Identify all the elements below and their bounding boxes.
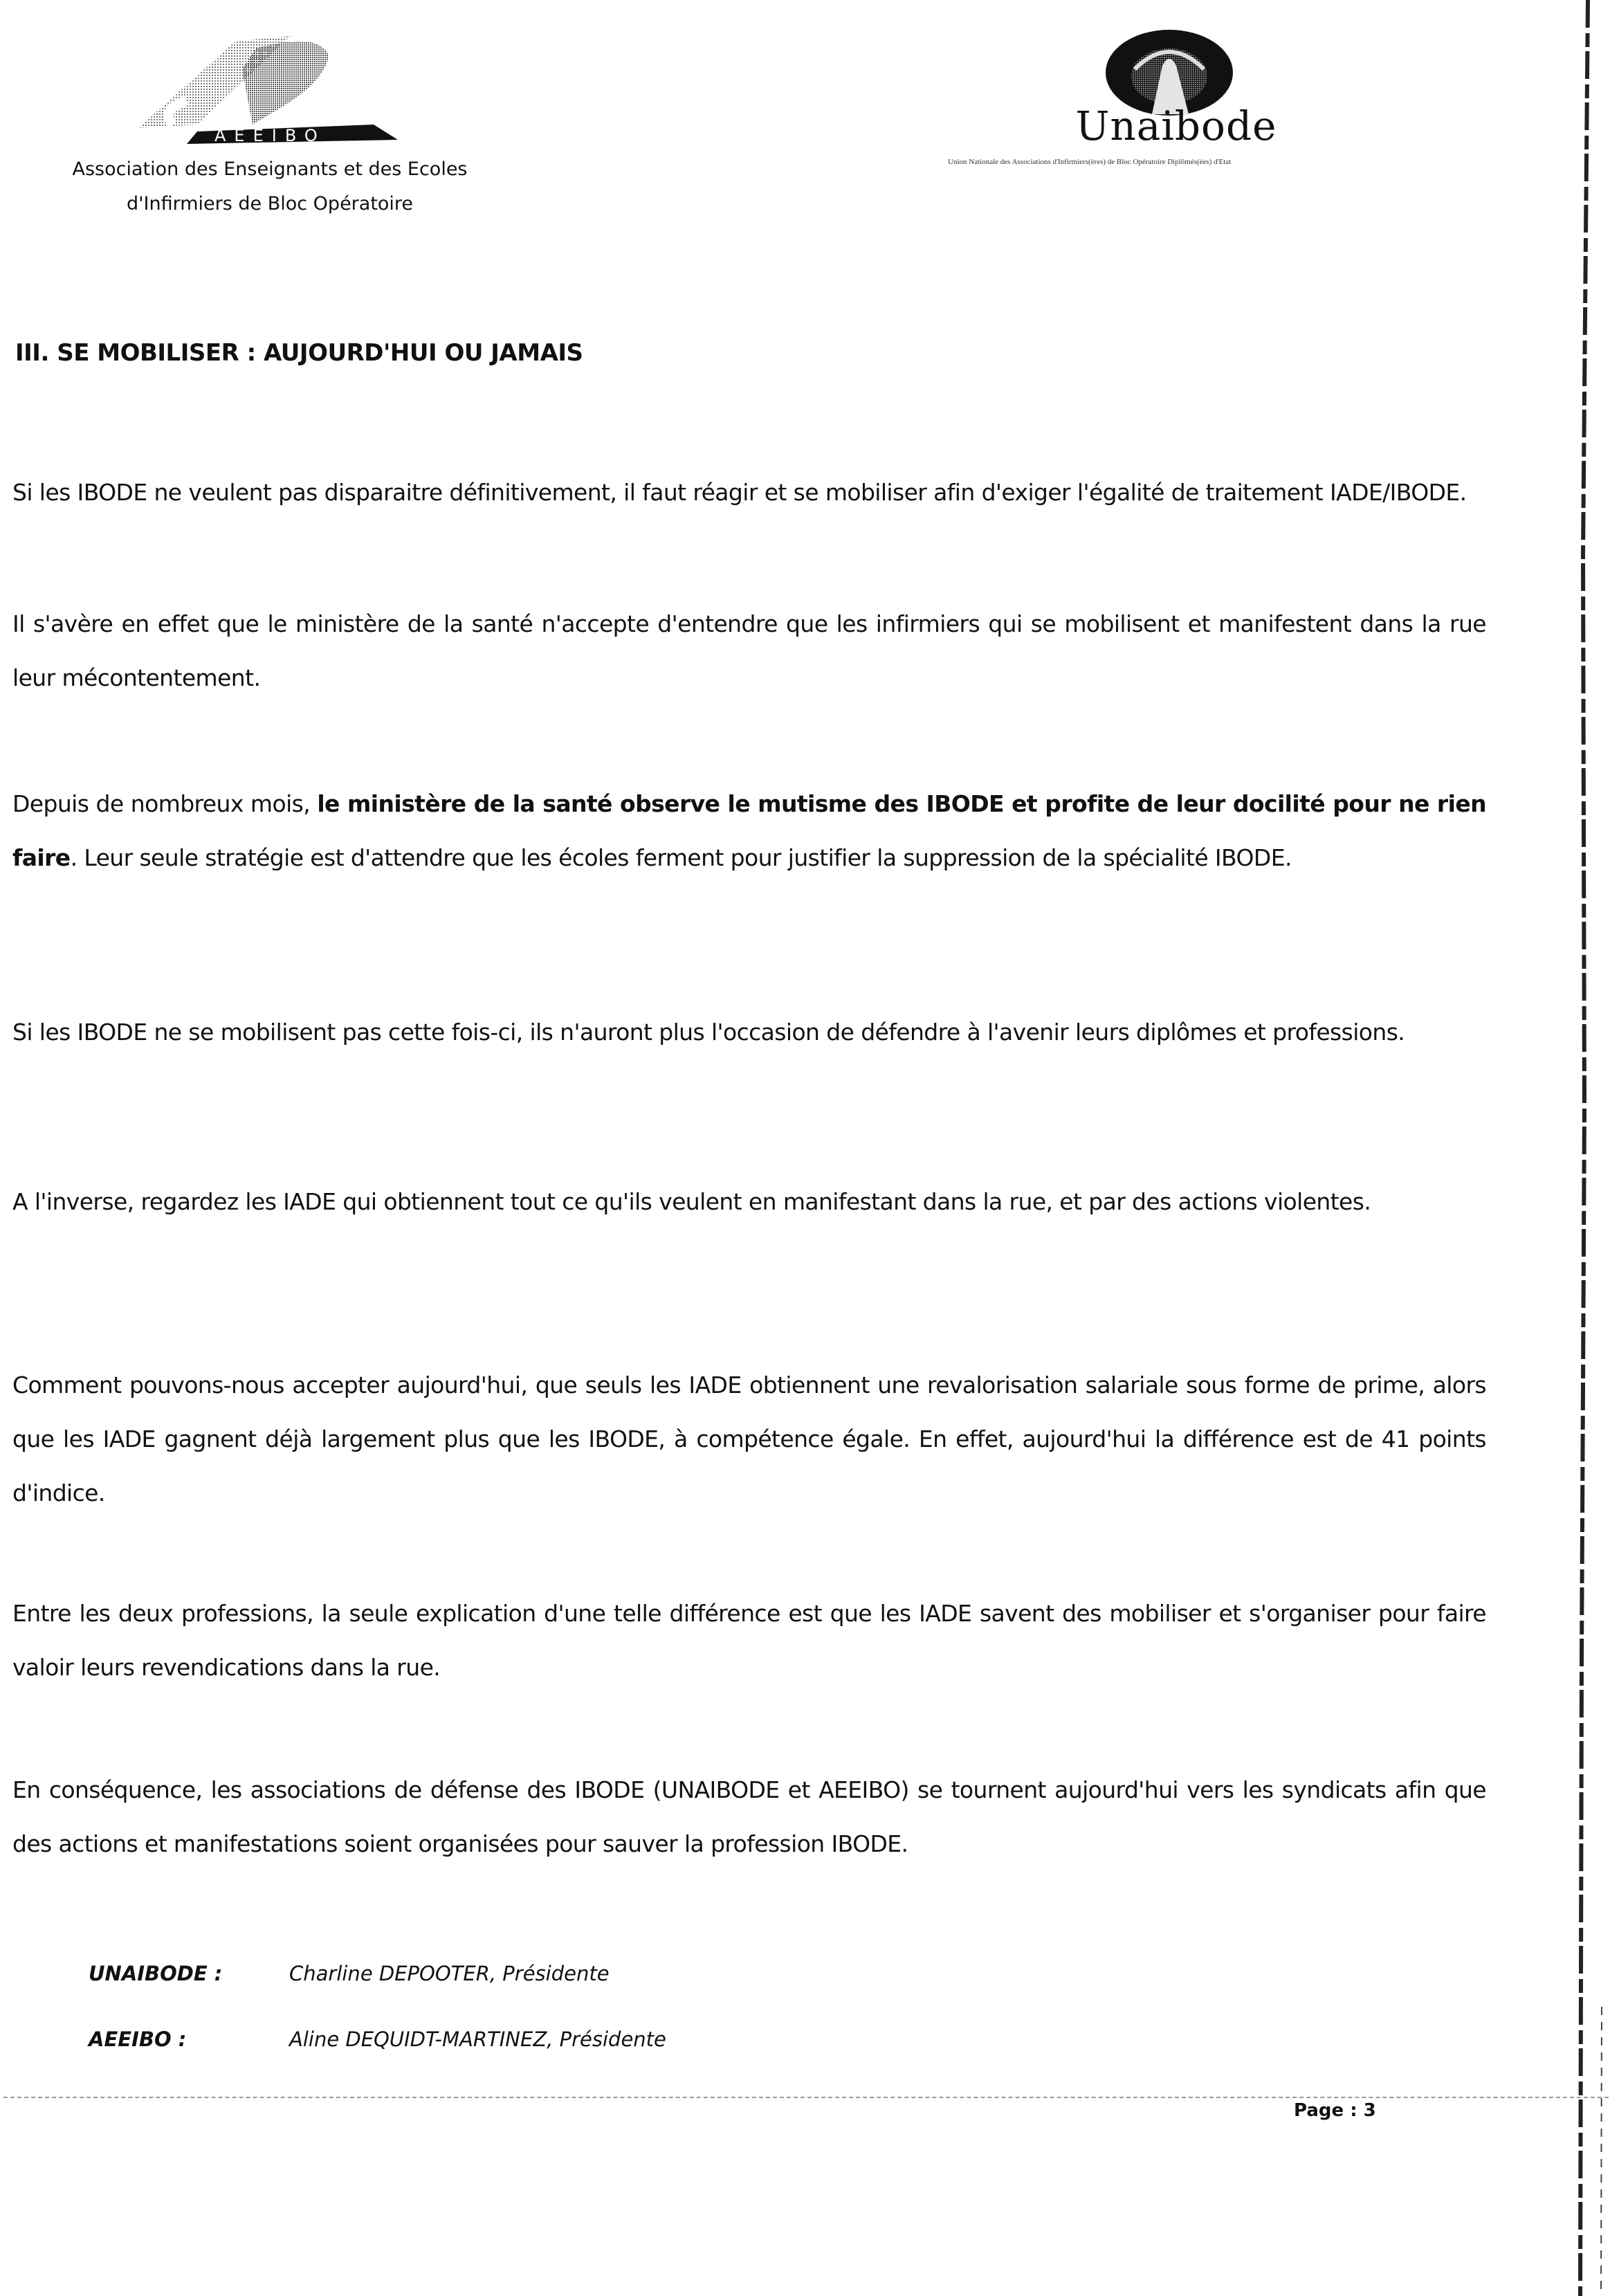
paragraph-emphasis: le ministère de la santé observe le mutisme des IBODE et profite de leur docilité pour ne rien faire [12,790,1486,871]
paragraph-tail: . Leur seule stratégie est d'attendre que les écoles ferment pour justifier la suppression de la spécialité IBODE. [70,844,1292,871]
page-number: Page : 3 [1294,2100,1376,2121]
left-org-name [42,152,498,221]
paragraph: Si les IBODE ne veulent pas disparaitre définitivement, il faut réagir et se mobiliser afin d'exiger l'égalité de traitement IADE/IBODE. [12,479,1467,506]
paragraph: Entre les deux professions, la seule explication d'une telle différence est que les IADE savent des mobiliser et s'organiser pour faire valoir leurs revendications dans la rue. [12,1600,1486,1681]
unaibode-brand: Unaibode [1075,102,1277,149]
signature-org: AEEIBO : [89,2028,187,2051]
paragraph: En conséquence, les associations de défense des IBODE (UNAIBODE et AEEIBO) se tournent aujourd'hui vers les syndicats afin que des actions et manifestations soient organisées pour sauver la profession IBODE. [12,1776,1486,1857]
footer-divider [3,2097,1609,2098]
paragraph: Il s'avère en effet que le ministère de la santé n'accepte d'entendre que les infirmiers qui se mobilisent et manifestent dans la rue leur mécontentement. [12,610,1486,691]
scan-edge-mark-icon [1571,0,1610,2296]
signature-name: Aline DEQUIDT-MARTINEZ, Présidente [289,2028,666,2051]
left-org-line2: d'Infirmiers de Bloc Opératoire [126,193,414,215]
paragraph: Comment pouvons-nous accepter aujourd'hui, que seuls les IADE obtiennent une revalorisation salariale sous forme de prime, alors que les IADE gagnent déjà largement plus que les IBODE, à compétence égale. En effet, aujourd'hui la différence est de 41 points d'indice. [12,1372,1486,1506]
paragraph-lead: Depuis de nombreux mois, [12,790,318,817]
signature-org: UNAIBODE : [89,1962,223,1985]
signature-unaibode [89,1962,610,1985]
unaibode-tagline: Union Nationale des Associations d'Infirmiers(ères) de Bloc Opératoire Diplômés(ées) d'Etat [948,158,1232,166]
signature-name: Charline DEPOOTER, Présidente [289,1962,610,1985]
signature-aeeibo [89,2028,666,2051]
aeeibo-logo-icon [131,28,408,149]
section-title: III. SE MOBILISER : AUJOURD'HUI OU JAMAIS [15,339,583,367]
paragraph: A l'inverse, regardez les IADE qui obtiennent tout ce qu'ils veulent en manifestant dans la rue, et par des actions violentes. [12,1188,1371,1215]
paragraph [12,777,1486,885]
left-org-line1: Association des Enseignants et des Ecoles [72,158,468,180]
aeeibo-logo-text: AEEIBO [214,126,326,145]
paragraph: Si les IBODE ne se mobilisent pas cette fois-ci, ils n'auront plus l'occasion de défendre à l'avenir leurs diplômes et professions. [12,1019,1405,1046]
